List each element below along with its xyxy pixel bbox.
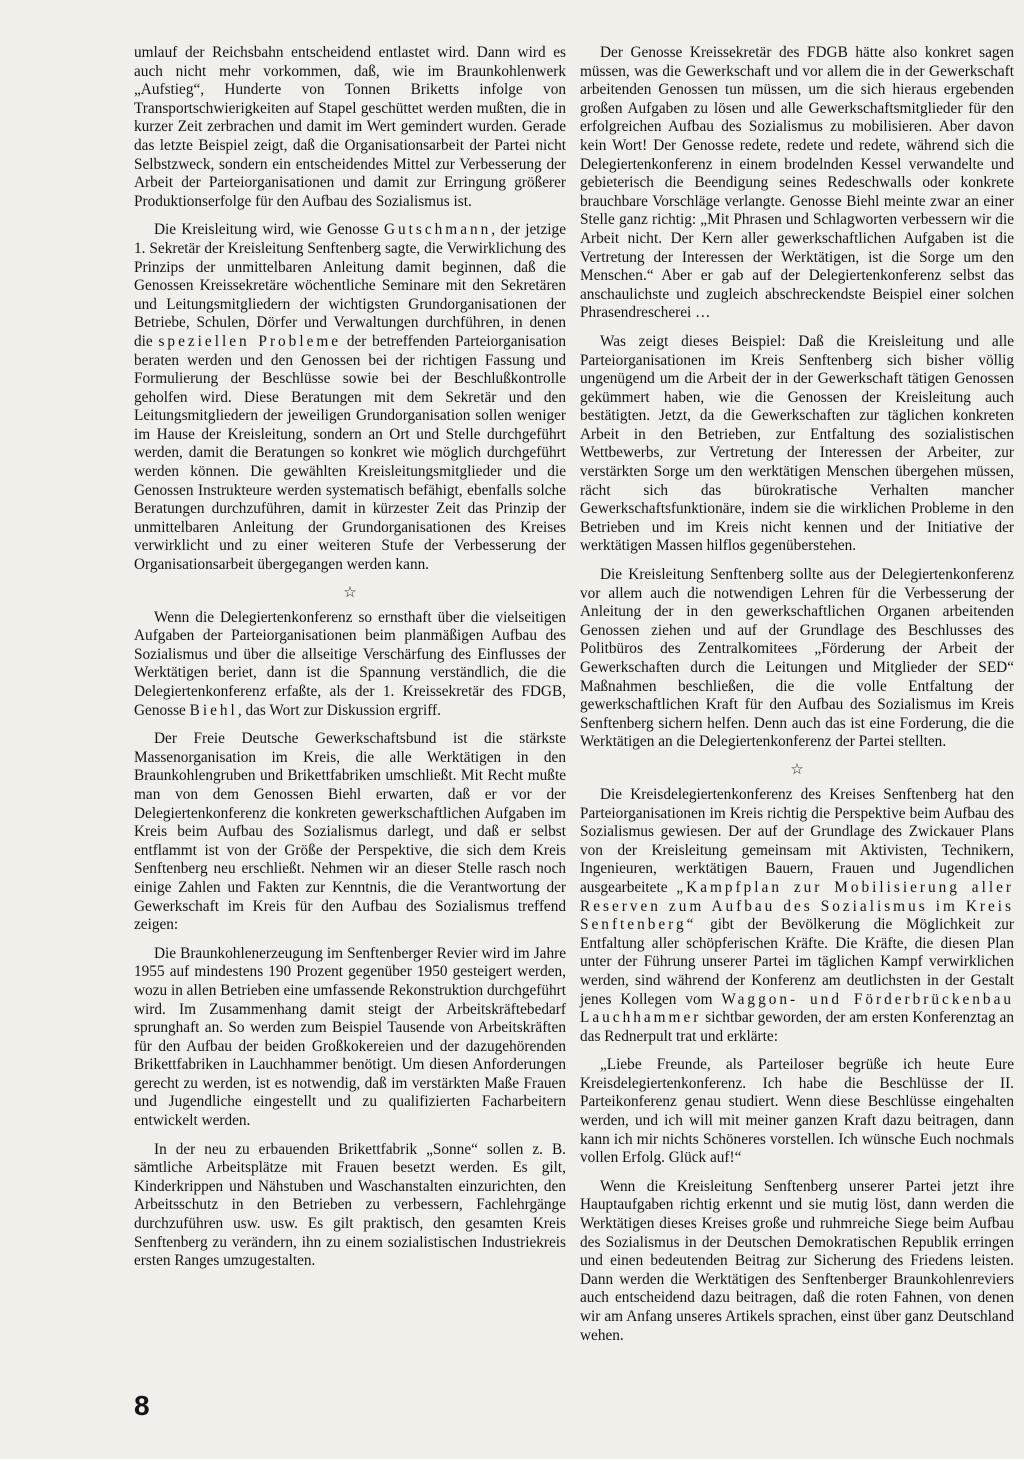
left-paragraph-2-text-b: , der jetzige 1. Sekretär der Kreisleitung Senftenberg sagte, die Verwirklichung des Prinzips der unmittelbaren Anleitung damit beginnen, daß die Genossen Kreissekretäre wöchentliche Seminare mit den Sekretären und Leitungsmitgliedern der wichtigsten Grundorganisationen der Betriebe, Schulen, Dörfer und Verwaltungen durchführen, in denen die	[134, 221, 566, 350]
left-paragraph-3-text-a: Wenn die Delegiertenkonferenz so ernsthaft über die vielseitigen Aufgaben der Parteiorganisationen beim planmäßigen Aufbau des Sozialismus und über die allseitige Verschärfung des Einflusses der Werktätigen beriet, dann ist die Spannung verständlich, die die Delegiertenkonferenz erfaßte, als der 1. Kreissekretär des FDGB, Genosse	[134, 608, 566, 719]
spaced-speziellen-probleme: speziellen Probleme	[158, 332, 342, 350]
right-paragraph-2: Was zeigt dieses Beispiel: Daß die Kreisleitung und alle Parteiorganisationen im Kreis Senftenberg sich bisher völlig ungenügend um die Arbeit der in der Gewerkschaft tätigen Genossen gekümmert haben, wie die Genossen der Kreisleitung auch bestätigten. Jetzt, da die Gewerkschaften zur täglichen konkreten Arbeit in den Betrieben, zur Entfaltung des sozialistischen Wettbewerbs, zur Vertretung der Interessen der Arbeiter, zur verstärkten Sorge um den werktätigen Menschen übergehen müssen, rächt sich das bürokratische Verhalten mancher Gewerkschaftsfunktionäre, indem sie die wirklichen Probleme in den Betrieben und im Kreis nicht kennen und der Initiative der werktätigen Massen hilflos gegenüberstehen.	[580, 332, 1014, 555]
left-paragraph-3	[134, 609, 566, 721]
left-paragraph-4: Der Freie Deutsche Gewerkschaftsbund ist die stärkste Massenorganisation im Kreis, die alle Werktätigen in den Braunkohlengruben und Brikettfabriken umschließt. Mit Recht mußte man von dem Genossen Biehl erwarten, daß er vor der Delegiertenkonferenz die konkreten gewerkschaftlichen Aufgaben im Kreis beim Aufbau des Sozialismus darlegt, und daß er selbst entflammt ist von der Größe der Perspektive, die sich dem Kreis Senftenberg neu erschließt. Nehmen wir an dieser Stelle rasch noch einige Zahlen und Fakten zur Kenntnis, die die Verantwortung der Gewerkschaft im Kreis für den Aufbau des Sozialismus treffend zeigen:	[134, 730, 566, 934]
left-paragraph-2	[134, 221, 566, 574]
left-paragraph-2-text-c: der betreffenden Parteiorganisation beraten werden und den Genossen bei der richtigen Fassung und Formulierung der Beschlüsse sowie bei der Beschlußkontrolle geholfen wird. Diese Beratungen mit dem Sekretär und den Leitungsmitgliedern der jeweiligen Grundorganisation sollen weniger im Hause der Kreisleitung, sondern an Ort und Stelle durchgeführt werden, damit die Beratungen so konkret wie möglich durchgeführt werden können. Die gewählten Kreisleitungsmitglieder und die Genossen Instrukteure werden systematisch befähigt, ebenfalls solche Beratungen durchzuführen, damit in kürzester Zeit das Prinzip der unmittelbaren Anleitung der Grundorganisationen des Kreises verwirklicht und zu einer weiteren Stufe der Verbesserung der Organisationsarbeit übergegangen werden kann.	[134, 332, 566, 574]
right-paragraph-4-text-c: sichtbar geworden, der am ersten Konferenztag an das Rednerpult trat und erklärte:	[580, 1009, 1014, 1045]
section-star-icon-left: ☆	[343, 584, 357, 601]
right-paragraph-1: Der Genosse Kreissekretär des FDGB hätte also konkret sagen müssen, was die Gewerkschaft und vor allem die in der Gewerkschaft arbeitenden Genossen tun müssen, um die sich hieraus ergebenden großen Aufgaben zu lösen und alle Gewerkschaftsmitglieder für den erfolgreichen Aufbau des Sozialismus zu mobilisieren. Aber davon kein Wort! Der Genosse redete, redete und redete, während sich die Delegiertenkonferenz in einem brodelnden Kessel verwandelte und gebieterisch die Beendigung seines Redeschwalls oder konkrete brauchbare Vorschläge verlangte. Genosse Biehl meinte zwar an einer Stelle ganz richtig: „Mit Phrasen und Schlagworten verbessern wir die Arbeit nicht. Der Kern aller gewerkschaftlichen Aufgaben ist die Vertretung der Interessen der Werktätigen, ist die Sorge um den Menschen.“ Aber er gab auf der Delegiertenkonferenz selbst das anschaulichste und zugleich abschreckendste Beispiel einer solchen Phrasendrescherei …	[580, 44, 1014, 322]
right-paragraph-4-text-a: Die Kreisdelegiertenkonferenz des Kreises Senftenberg hat den Parteiorganisationen im Kreis richtig die Perspektive beim Aufbau des Sozialismus gewiesen. Der auf der Grundlage des Zwickauer Plans von der Kreisleitung gemeinsam mit Aktivisten, Technikern, Ingenieuren, werktätigen Bauern, Frauen und Jugendlichen ausgearbeitete	[580, 785, 1014, 896]
spaced-kampfplan-title: „Kampfplan zur Mobilisierung aller Reserven zum Aufbau des Sozialismus im Kreis Senftenberg“	[580, 878, 1014, 934]
name-gutschmann: Gutschmann	[383, 221, 492, 239]
right-paragraph-6: Wenn die Kreisleitung Senftenberg unserer Partei jetzt ihre Hauptaufgaben richtig erkennt und sie mutig löst, dann werden die Werktätigen dieses Kreises große und ruhmreiche Siege beim Aufbau des Sozialismus in der Deutschen Demokratischen Republik erringen und einen bedeutenden Beitrag zur Sicherung des Friedens leisten. Dann werden die Werktätigen des Senftenberger Braunkohlenreviers auch entscheidend dazu beitragen, daß die roten Fahnen, von denen wir am Anfang unseres Artikels sprachen, einst über ganz Deutschland wehen.	[580, 1177, 1014, 1344]
right-paragraph-4-text-b: gibt der Bevölkerung die Möglichkeit zur Entfaltung aller schöpferischen Kräfte. Die Kräfte, die diesen Plan unter der Führung unserer Partei im täglichen Kampf verwirklichen werden, sind während der Konferenz am deutlichsten in der Gestalt jenes Kollegen vom	[580, 916, 1014, 1008]
name-biehl: Biehl	[189, 701, 238, 719]
right-paragraph-5-quote: „Liebe Freunde, als Parteiloser begrüße ich heute Eure Kreisdelegiertenkonferenz. Ich habe die Beschlüsse der II. Parteikonferenz genau studiert. Wenn diese Beschlüsse eingehalten werden, und ich will mit meiner ganzen Kraft dazu beitragen, dann kann ich mir nichts Schöneres vorstellen. Ich wünsche Euch nochmals vollen Erfolg. Glück auf!“	[580, 1056, 1014, 1167]
page-number: 8	[134, 1390, 150, 1421]
right-paragraph-3: Die Kreisleitung Senftenberg sollte aus der Delegiertenkonferenz vor allem auch die notwendigen Lehren für die Verbesserung der Anleitung der in den gewerkschaftlichen Organen arbeitenden Genossen ziehen und auf der Grundlage des Beschlusses des Politbüros des Zentralkomitees „Förderung der Arbeit der Gewerkschaften durch die Leitungen und Mitglieder der SED“ Maßnahmen beschließen, die die volle Entfaltung der gewerkschaftlichen Kraft für den Aufbau des Sozialismus im Kreis Senftenberg sichern helfen. Denn auch das ist eine Forderung, die die Werktätigen an die Delegiertenkonferenz der Partei stellten.	[580, 566, 1014, 751]
left-paragraph-5: Die Braunkohlenerzeugung im Senftenberger Revier wird im Jahre 1955 auf mindestens 190 Prozent gegenüber 1950 gesteigert werden, wozu in allen Betrieben eine umfassende Rekonstruktion durchgeführt wird. Im Zusammenhang damit steigt der Arbeitskräftebedarf sprunghaft an. So werden zum Beispiel Tausende von Arbeitskräften für den Aufbau der beiden Großkokereien und der dazugehörenden Brikettfabriken in Lauchhammer benötigt. Um diesen Anforderungen gerecht zu werden, ist es notwendig, daß im verstärkten Maße Frauen und Jugendliche eingestellt und zu qualifizierten Facharbeitern entwickelt werden.	[134, 944, 567, 1130]
right-column	[580, 44, 1014, 1355]
left-paragraph-1: umlauf der Reichsbahn entscheidend entlastet wird. Dann wird es auch nicht mehr vorkommen, daß, wie im Braunkohlenwerk „Aufstieg“, Hunderte von Tonnen Briketts infolge von Transportschwierigkeiten auf Stapel geschüttet werden mußten, die in kurzer Zeit zerbrachen und damit im Wert gemindert wurden. Gerade das letzte Beispiel zeigt, daß die Organisationsarbeit der Partei nicht Selbstzweck, sondern ein entscheidendes Mittel zur Verbesserung der Arbeit der Parteiorganisationen und damit zur Erringung größerer Produktionserfolge für den Aufbau des Sozialismus ist.	[134, 44, 566, 210]
section-star-icon-right: ☆	[790, 761, 804, 778]
right-paragraph-4	[580, 786, 1014, 1046]
left-paragraph-2-text-a: Die Kreisleitung wird, wie Genosse	[154, 221, 384, 239]
left-paragraph-6: In der neu zu erbauenden Brikettfabrik „Sonne“ sollen z. B. sämtliche Arbeitsplätze mit Frauen besetzt werden. Es gilt, Kinderkrippen und Nähstuben und Waschanstalten einzurichten, den Arbeitsschutz in den Betrieben zu verbessern, Fachlehrgänge durchzuführen usw. usw. Es gilt praktisch, den gesamten Kreis Senftenberg zu verändern, ihn zu einem sozialistischen Industriekreis ersten Ranges umzugestalten.	[134, 1140, 566, 1270]
spaced-waggonbau: Waggon- und Förderbrückenbau Lauchhammer	[580, 990, 1015, 1027]
left-paragraph-3-text-b: , das Wort zur Diskussion ergriff.	[237, 701, 441, 719]
left-column	[134, 44, 566, 1281]
